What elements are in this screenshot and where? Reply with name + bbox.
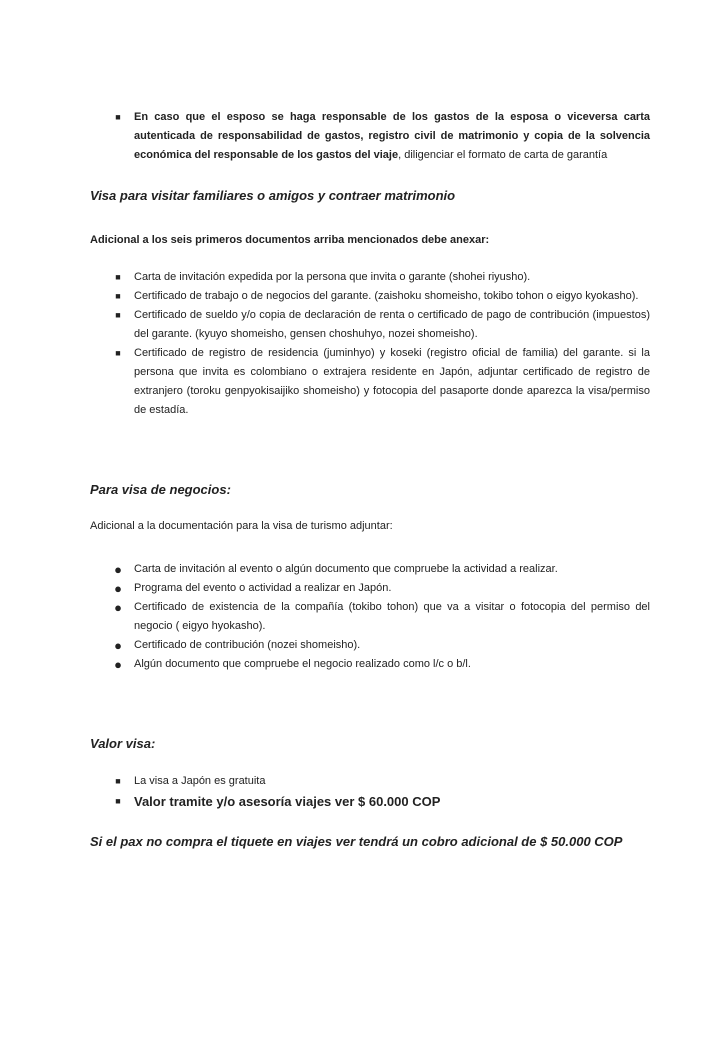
list-item-text: La visa a Japón es gratuita	[134, 775, 266, 787]
footer-note: Si el pax no compra el tiquete en viajes ver tendrá un cobro adicional de $ 50.000 COP	[90, 834, 623, 849]
list-item	[0, 344, 728, 420]
list-item	[0, 655, 728, 674]
list-item	[0, 108, 728, 165]
square-bullet-icon: ■	[115, 348, 121, 358]
list-item-text: Certificado de registro de residencia (juminhyo) y koseki (registro oficial de familia) del garante. si la persona que invita es colombiano o extrajera residente en Japón, adjuntar certificado de registro de extranjero (toroku genpyokisaijiko shomeisho) y fotocopia del pasaporte donde aparezca la visa/permiso de estadía.	[134, 347, 650, 416]
list-item-text: Programa del evento o actividad a realizar en Japón.	[134, 582, 392, 594]
round-bullet-icon: ●	[114, 562, 122, 577]
round-bullet-icon: ●	[114, 657, 122, 672]
round-bullet-icon: ●	[114, 600, 122, 615]
round-bullet-icon: ●	[114, 638, 122, 653]
list-item-text: Valor tramite y/o asesoría viajes ver $ 60.000 COP	[134, 794, 441, 809]
section-heading-family: Visa para visitar familiares o amigos y contraer matrimonio	[90, 188, 456, 203]
list-item	[0, 268, 728, 287]
square-bullet-icon: ■	[115, 776, 121, 786]
square-bullet-icon: ■	[115, 112, 121, 122]
value-list	[0, 772, 728, 814]
list-item	[0, 598, 728, 636]
section-heading-business: Para visa de negocios:	[90, 482, 231, 497]
list-item-text: Carta de invitación expedida por la persona que invita o garante (shohei riyusho).	[134, 271, 531, 283]
list-item-text: Certificado de sueldo y/o copia de declaración de renta o certificado de pago de contribución (impuestos) del garante. (kyuyo shomeisho, gensen choshuhyo, nozei shomeisho).	[134, 309, 650, 340]
list-item-text: Certificado de contribución (nozei shomeisho).	[134, 639, 361, 651]
list-item	[0, 306, 728, 344]
list-item	[0, 791, 728, 814]
list-item-text: Algún documento que compruebe el negocio realizado como l/c o b/l.	[134, 658, 471, 670]
list-item-text: Certificado de existencia de la compañía (tokibo tohon) que va a visitar o fotocopia del permiso del negocio ( eigyo hyokasho).	[134, 601, 650, 632]
section-heading-value: Valor visa:	[90, 736, 156, 751]
list-item	[0, 579, 728, 598]
section-subhead-family: Adicional a los seis primeros documentos arriba mencionados debe anexar:	[90, 234, 490, 246]
list-item	[0, 772, 728, 791]
round-bullet-icon: ●	[114, 581, 122, 596]
section-subhead-business: Adicional a la documentación para la visa de turismo adjuntar:	[90, 520, 393, 532]
square-bullet-icon: ■	[115, 796, 121, 806]
business-requirements-list	[0, 560, 728, 674]
family-requirements-list	[0, 268, 728, 420]
square-bullet-icon: ■	[115, 291, 121, 301]
list-item-text: Carta de invitación al evento o algún documento que compruebe la actividad a realizar.	[134, 563, 558, 575]
square-bullet-icon: ■	[115, 310, 121, 320]
list-item-text: Certificado de trabajo o de negocios del garante. (zaishoku shomeisho, tokibo tohon o eigyo kyokasho).	[134, 290, 639, 302]
square-bullet-icon: ■	[115, 272, 121, 282]
list-item-bold-text: En caso que el esposo se haga responsable de los gastos de la esposa o viceversa carta autenticada de responsabilidad de gastos, registro civil de matrimonio y copia de la solvencia económica del responsable de los gastos del viaje	[134, 111, 650, 161]
list-item-text: , diligenciar el formato de carta de garantía	[398, 149, 608, 161]
intro-list	[0, 108, 728, 165]
list-item	[0, 560, 728, 579]
list-item	[0, 636, 728, 655]
list-item	[0, 287, 728, 306]
